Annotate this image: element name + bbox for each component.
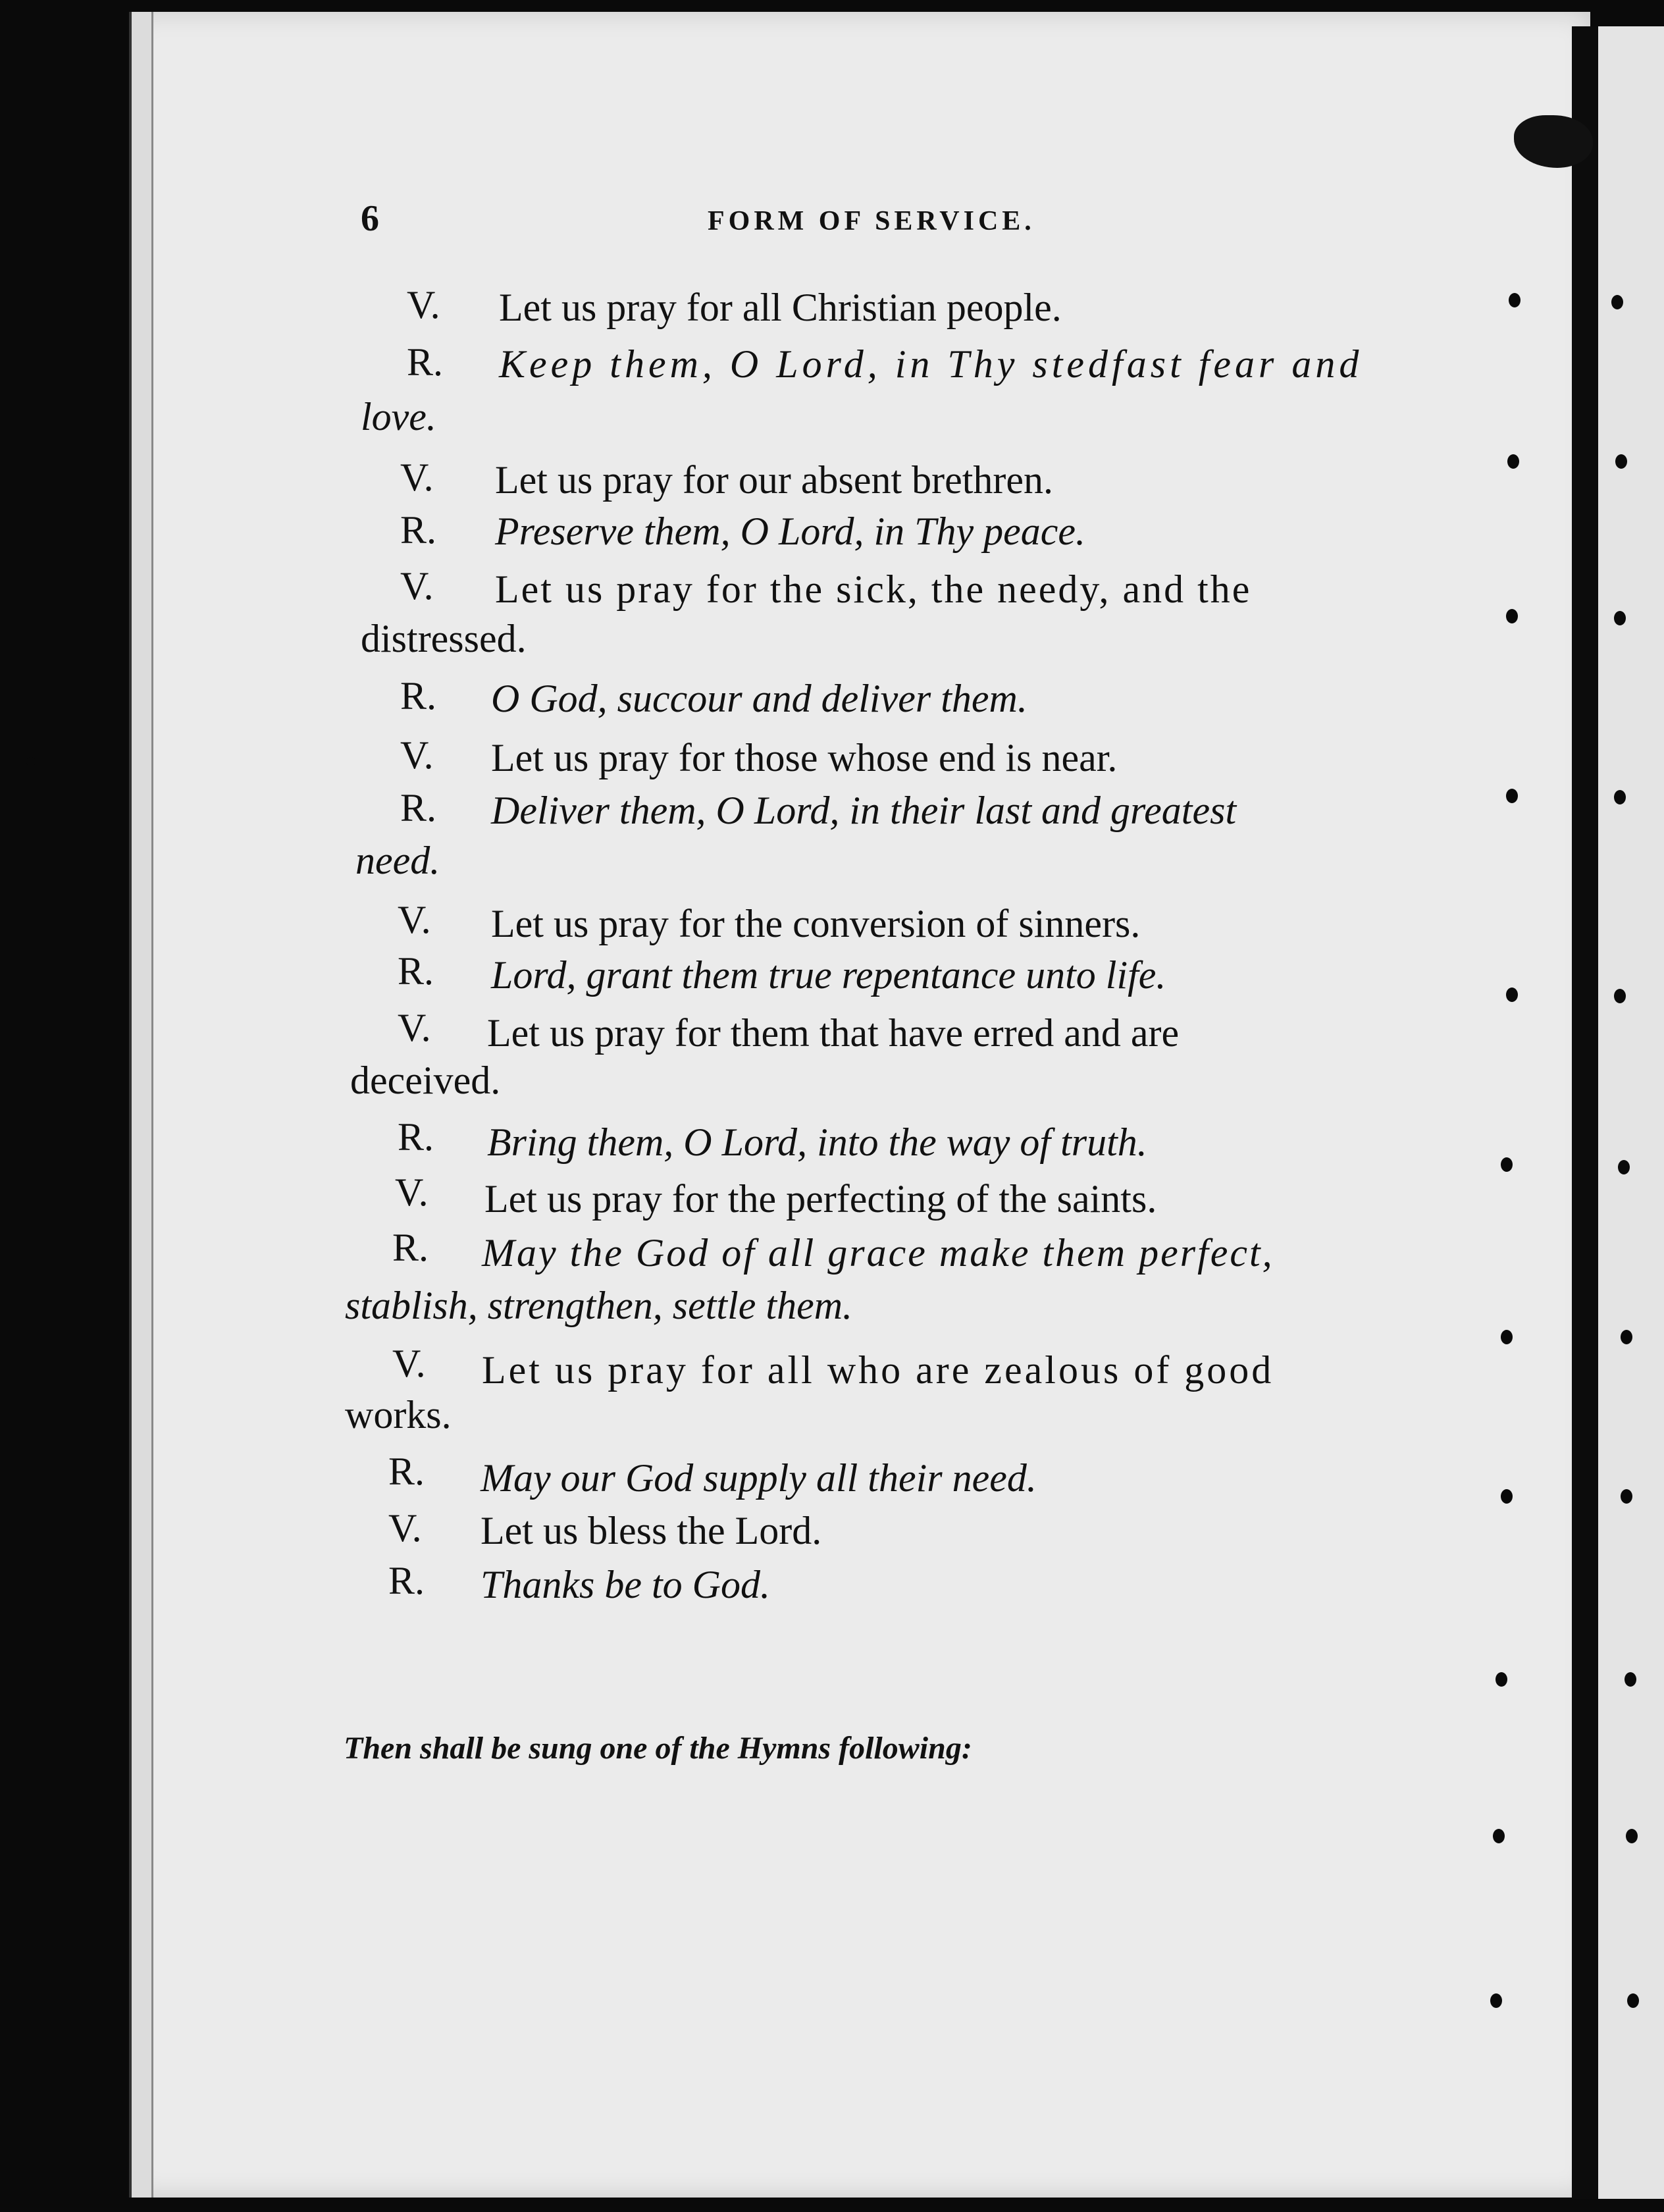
page-left-edge [129, 12, 153, 2198]
line-text: Deliver them, O Lord, in their last and greatest [491, 789, 1237, 832]
binding-hole [1495, 1672, 1507, 1687]
line-text: Let us pray for those whose end is near. [491, 736, 1118, 779]
line-text: love. [361, 395, 436, 438]
line-text: Lord, grant them true repentance unto life. [491, 953, 1166, 997]
binding-hole [1506, 789, 1518, 803]
binding-gutter [1572, 26, 1598, 2199]
line-tag: R. [398, 949, 434, 993]
line-text: distressed. [361, 617, 527, 660]
binding-hole [1501, 1330, 1513, 1344]
binding-hole [1611, 295, 1623, 309]
speck [26, 757, 36, 766]
line-tag: R. [400, 786, 437, 830]
binding-hole [1507, 454, 1519, 469]
line-text: Let us pray for all who are zealous of good [482, 1348, 1274, 1392]
line-text: works. [345, 1393, 452, 1436]
line-tag: R. [398, 1115, 434, 1159]
line-text: Keep them, O Lord, in Thy stedfast fear and [499, 342, 1363, 386]
binding-hole [1621, 1330, 1632, 1344]
binding-hole [1501, 1157, 1513, 1172]
binding-hole [1625, 1672, 1636, 1687]
book-page [129, 12, 1590, 2198]
binding-hole [1621, 1489, 1632, 1504]
line-tag: R. [392, 1226, 429, 1269]
running-head: FORM OF SERVICE. [708, 206, 1035, 236]
line-tag: V. [400, 456, 434, 499]
binding-hole [1614, 790, 1626, 804]
line-text: Let us pray for them that have erred and are [487, 1011, 1180, 1055]
binding-hole [1490, 1993, 1502, 2008]
binding-hole [1614, 611, 1626, 625]
line-tag: R. [407, 340, 444, 384]
binding-hole [1626, 1829, 1638, 1843]
binding-hole [1501, 1489, 1513, 1504]
facing-page-edge [1598, 26, 1664, 2199]
line-tag: V. [407, 283, 440, 327]
line-text: Let us pray for our absent brethren. [495, 458, 1054, 502]
line-text: Let us pray for the sick, the needy, and the [495, 567, 1252, 611]
line-text: Let us bless the Lord. [481, 1509, 822, 1552]
rubric: Then shall be sung one of the Hymns following: [344, 1731, 972, 1766]
line-text: O God, succour and deliver them. [491, 677, 1027, 720]
line-tag: V. [395, 1171, 429, 1214]
line-tag: R. [400, 508, 437, 552]
line-text: Bring them, O Lord, into the way of truth. [487, 1120, 1147, 1164]
line-text: Let us pray for the conversion of sinners. [491, 902, 1141, 945]
binding-hole [1627, 1993, 1639, 2008]
line-tag: V. [400, 733, 434, 777]
line-text: Let us pray for the perfecting of the saints. [484, 1177, 1157, 1221]
binding-hole [1493, 1829, 1505, 1843]
line-text: need. [355, 839, 440, 882]
line-text: Preserve them, O Lord, in Thy peace. [495, 510, 1086, 553]
line-text: deceived. [350, 1059, 501, 1102]
binding-hole [1618, 1160, 1630, 1174]
line-text: May the God of all grace make them perfect, [482, 1231, 1274, 1275]
line-tag: R. [388, 1450, 425, 1493]
line-tag: V. [388, 1506, 422, 1550]
page-number: 6 [361, 198, 379, 239]
binding-hole [1509, 293, 1521, 307]
line-tag: V. [398, 898, 431, 941]
line-text: stablish, strengthen, settle them. [345, 1284, 853, 1327]
binding-hole [1614, 989, 1626, 1003]
line-tag: V. [398, 1006, 431, 1049]
binding-hole [1615, 454, 1627, 469]
line-tag: R. [400, 674, 437, 718]
binding-hole [1506, 609, 1518, 623]
line-tag: V. [392, 1342, 426, 1385]
line-text: May our God supply all their need. [481, 1456, 1037, 1500]
binding-hole [1506, 988, 1518, 1002]
line-text: Thanks be to God. [481, 1563, 770, 1606]
line-tag: R. [388, 1559, 425, 1602]
line-tag: V. [400, 564, 434, 608]
line-text: Let us pray for all Christian people. [499, 286, 1062, 329]
